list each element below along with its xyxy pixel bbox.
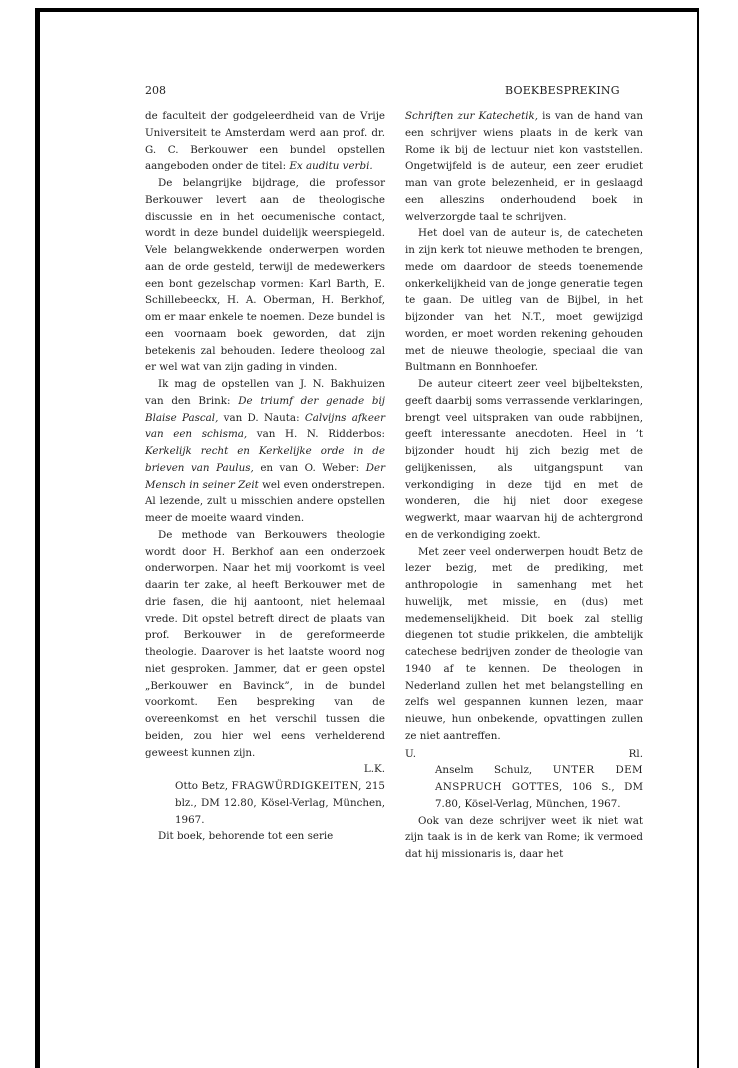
book-title: Kerkelijk recht en Kerkelijke orde in de brieven van Paulus, bbox=[145, 445, 385, 474]
paragraph: Het doel van de auteur is, de catecheten in zijn kerk tot nieuwe methoden te brengen, mede om daardoor de steeds toenemende onkerkelijkheid van de jonge generatie tegen te gaan. De uitleg van de Bijbel, in het bijzonder van het N.T., moet gewijzigd worden, er moet worden rekening gehouden met de nieuwe theologie, speciaal die van Bultmann en Bonnhoefer. bbox=[405, 227, 643, 374]
paragraph: De methode van Berkouwers theologie wordt door H. Berkhof aan een onderzoek onderworpen. Naar het mij voorkomt is veel daarin ter zake, al heeft Berkouwer met de drie fasen, die hij aantoont, niet helemaal vrede. Dit opstel betreft direct de plaats van prof. Berkouwer in de gereformeerde theologie. Daarover is het laatste woord nog niet gesproken. Jammer, dat er geen opstel „Berkouwer en Bavinck”, in de bundel voorkomt. Een bespreking van de overeenkomst en het verschil tussen die beiden, zou hier wel eens verhelderend geweest kunnen zijn. bbox=[145, 528, 385, 759]
paragraph: Ook van deze schrijver weet ik niet wat zijn taak is in de kerk van Rome; ik vermoed dat hij missionaris is, daar het bbox=[405, 814, 643, 860]
paragraph: de faculteit der godgeleerdheid van de Vrije Universiteit te Amsterdam werd aan prof. dr. G. C. Berkouwer een bundel opstellen aangeboden onder de titel: Ex auditu verbi. bbox=[145, 110, 385, 173]
paragraph: Dit boek, behorende tot een serie bbox=[158, 830, 334, 843]
book-title: Schriften zur Katechetik, bbox=[405, 110, 539, 122]
bibliographic-entry: Anselm Schulz, UNTER DEM ANSPRUCH GOTTES, 106 S., DM 7.80, Kösel-Verlag, München, 1967. bbox=[435, 764, 644, 810]
running-title: BOEKBESPREKING bbox=[505, 84, 620, 97]
page-frame-top bbox=[35, 8, 699, 12]
book-title: Calvijns afkeer van een schisma, bbox=[145, 411, 385, 441]
paragraph: Ik mag de opstellen van J. N. Bakhuizen van den Brink: De triumf der genade bij Blaise Pascal, van D. Nauta: Calvijns afkeer van een schisma, van H. N. Ridderbos: Kerkelijk recht en Kerkelijke orde in de brieven van Paulus, en van O. Weber: Der Mensch in seiner Zeit wel even onderstrepen. Al lezende, zult u misschien andere opstellen meer de moeite waard vinden. bbox=[145, 378, 386, 524]
page-frame-right bbox=[697, 8, 699, 1068]
paragraph: De belangrijke bijdrage, die professor Berkouwer levert aan de theologische discussie en in het oecumenische contact, wordt in deze bundel duidelijk weerspiegeld. Vele belangwekkende onderwerpen worden aan de orde gesteld, terwijl de medewerkers een bont gezelschap vormen: Karl Barth, E. Schillebeeckx, H. A. Oberman, H. Berkhof, om er maar enkele te noemen. Deze bundel is een voornaam boek geworden, dat zijn betekenis zal behouden. Iedere theoloog zal er wel wat van zijn gading in vinden. bbox=[145, 177, 385, 374]
book-title: Ex auditu verbi. bbox=[289, 160, 373, 173]
reviewer-signature: U. Rl. bbox=[405, 747, 643, 760]
page-frame-left bbox=[35, 8, 40, 1068]
left-column bbox=[145, 108, 385, 845]
right-column bbox=[405, 108, 643, 863]
reviewer-signature: L.K. bbox=[363, 763, 385, 776]
book-title: Der Mensch in seiner Zeit bbox=[145, 461, 385, 491]
book-title: De triumf der genade bij Blaise Pascal, bbox=[145, 394, 386, 424]
bibliographic-entry: Otto Betz, FRAGWÜRDIGKEITEN, 215 blz., DM 12.80, Kösel-Verlag, München, 1967. bbox=[175, 780, 385, 826]
page-number: 208 bbox=[145, 84, 166, 97]
paragraph: De auteur citeert zeer veel bijbelteksten, geeft daarbij soms verrassende verklaringen, brengt veel uitspraken van oude rabbijnen, geeft interessante anecdoten. Heel in ’t bijzonder houdt hij zich bezig met de gelijkenissen, als uitgangspunt van verkondiging in deze tijd en met de wonderen, die hij niet door exegese wegwerkt, maar waarvan hij de achtergrond en de verkondiging zoekt. bbox=[405, 378, 643, 541]
paragraph: Schriften zur Katechetik, is van de hand van een schrijver wiens plaats in de kerk van Rome ik bij de lectuur niet kon vaststellen. Ongetwijfeld is de auteur, een zeer erudiet man van grote belezenheid, er in geslaagd een alleszins onderhoudend boek in welverzorgde taal te schrijven. bbox=[405, 110, 643, 223]
paragraph: Met zeer veel onderwerpen houdt Betz de lezer bezig, met de prediking, met anthropologie in samenhang met het huwelijk, met missie, en (dus) met medemenselijkheid. Dit boek zal stellig diegenen tot studie prikkelen, die ambtelijk catechese bedrijven zonder de theologie van 1940 af te kennen. De theologen in Nederland zullen het met belangstelling en zelfs wel gespannen kunnen lezen, maar nieuwe, hun onbekende, opvattingen zullen ze niet aantreffen. bbox=[405, 545, 643, 742]
